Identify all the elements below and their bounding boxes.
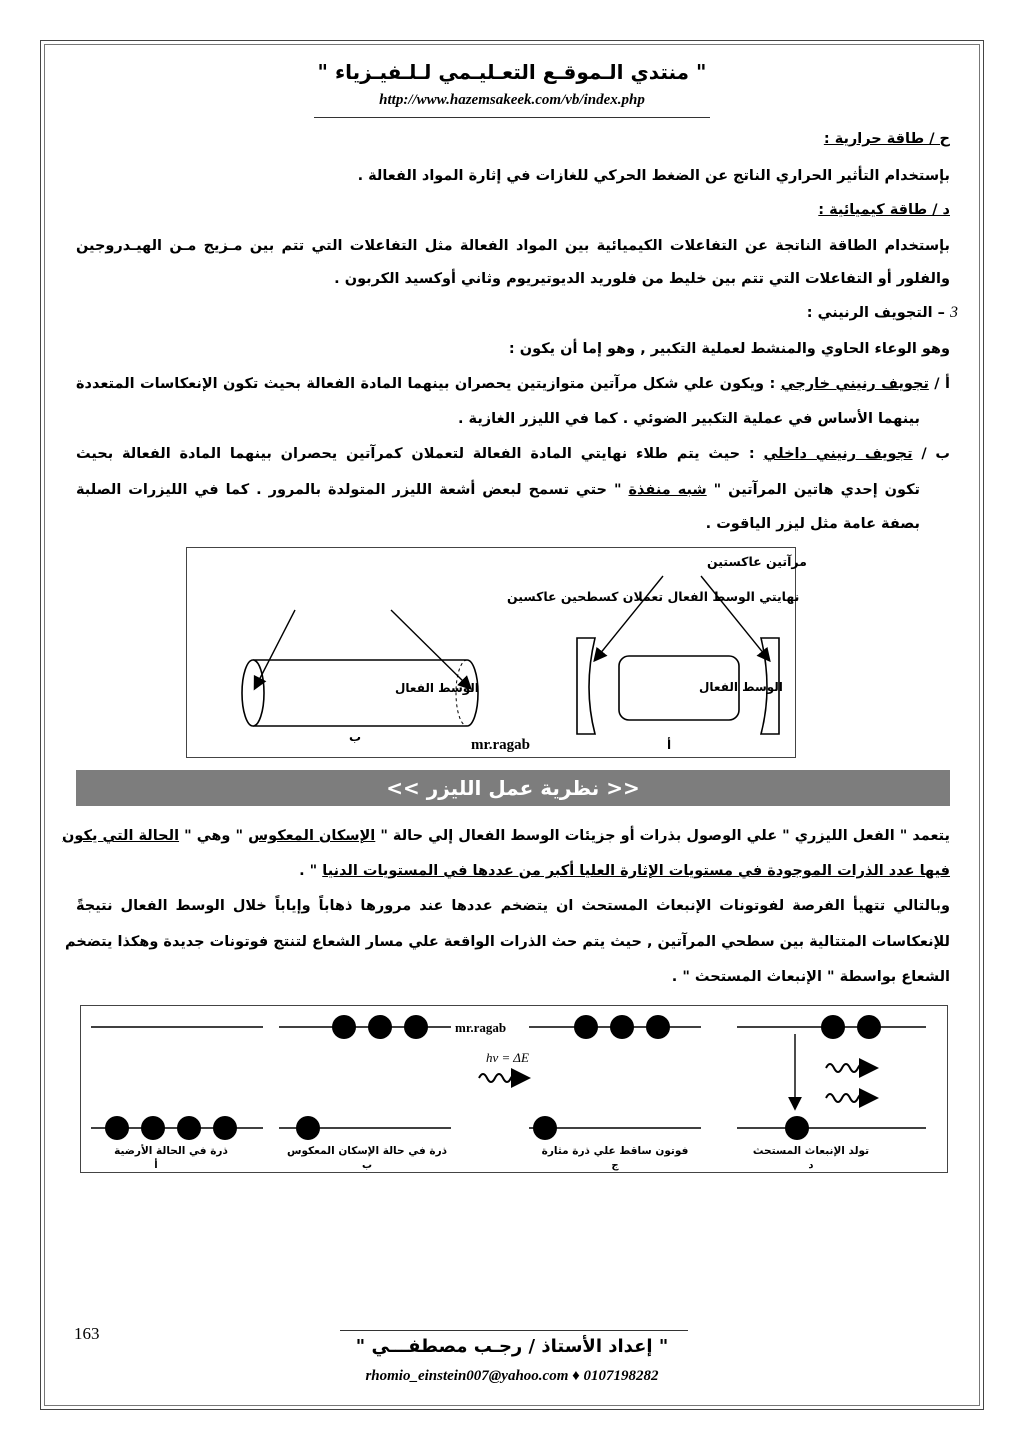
atom <box>105 1116 129 1140</box>
cavity-diagram <box>187 548 807 756</box>
atom <box>296 1116 320 1140</box>
caption-ground-state: ذرة في الحالة الأرضية <box>114 1145 228 1157</box>
theory-2b: " . <box>299 863 323 879</box>
internal-desc-2a: تكون إحدي هاتين المرآتين " <box>706 482 920 498</box>
cavity-intro: وهو الوعاء الحاوي والمنشط لعملية التكبير , وهو إما أن يكون : <box>508 341 950 357</box>
caption-letter-d: د <box>808 1160 814 1171</box>
internal-desc-1: : حيث يتم طلاء نهايتي المادة الفعالة لتعملان كمرآتين يحصران بينهما المادة الفعالة بحيث <box>76 446 764 462</box>
chemical-heading: د / طاقة كيميائية : <box>818 202 950 218</box>
external-cavity-term: تجويف رنيني خارجي <box>780 376 929 392</box>
atom <box>646 1015 670 1039</box>
internal-cavity-line-2 <box>76 480 920 500</box>
incident-photon-wave <box>479 1074 519 1082</box>
internal-prefix: ب / <box>912 446 951 462</box>
theory-1a: يتعمد " الفعل الليزري " علي الوصول بذرات أو جزيئات الوسط الفعال إلي حالة " <box>375 828 950 844</box>
atom <box>177 1116 201 1140</box>
page-number: 163 <box>74 1324 100 1343</box>
atom <box>857 1015 881 1039</box>
label-ends-as-mirrors: نهايتي الوسط الفعال تعملان كسطحين عاكسين <box>507 589 800 604</box>
caption-a: أ <box>666 738 672 752</box>
theory-1-term2: الحالة التي يكون <box>62 828 180 844</box>
medium-label-b: الوسط الفعال <box>395 681 479 695</box>
atom <box>785 1116 809 1140</box>
theory-line-2 <box>299 861 950 881</box>
theory-1b: " وهي " <box>179 828 249 844</box>
author-contact: rhomio_einstein007@yahoo.com ♦ 0107198282 <box>365 1368 659 1384</box>
theory-line-1 <box>62 826 950 846</box>
arrow-left-end <box>255 610 295 688</box>
theory-banner: << نظرية عمل الليزر >> <box>76 770 950 806</box>
chemical-line-1: بإستخدام الطاقة الناتجة عن التفاعلات الكيميائية بين المواد الفعالة مثل التفاعلات التي تتم بين مـزيج مـن الهيـدروجين <box>76 238 950 254</box>
atom <box>574 1015 598 1039</box>
author-credit: " إعداد الأستاذ / رجـب مصطفـــي " <box>355 1336 669 1357</box>
caption-letter-b: ب <box>361 1160 373 1171</box>
cavity-number: 3 <box>950 304 958 321</box>
thermal-text: بإستخدام التأثير الحراري الناتج عن الضغط الحركي للغازات في إثارة المواد الفعالة . <box>357 168 950 184</box>
atom <box>404 1015 428 1039</box>
caption-letter-a: أ <box>154 1160 158 1171</box>
internal-desc-2b: " حتي تسمح لبعض أشعة الليزر المتولدة بالمرور . كما في الليزرات الصلبة <box>76 482 629 498</box>
caption-stimulated-emission: تولد الإنبعاث المستحث <box>752 1145 870 1157</box>
external-prefix: أ / <box>928 376 950 392</box>
semi-transparent-term: شبه منفذة <box>628 482 707 498</box>
forum-url[interactable]: http://www.hazemsakeek.com/vb/index.php <box>379 92 645 108</box>
population-inversion-term: الإسكان المعكوس <box>248 828 376 844</box>
left-mirror <box>577 638 595 734</box>
header-divider <box>314 117 710 118</box>
internal-cavity-line-1 <box>76 444 950 464</box>
external-cavity-line-2: بينهما الأساس في عملية التكبير الضوئي . كما في الليزر الغازية . <box>457 411 920 427</box>
label-reflecting-mirrors: مرآتين عاكستين <box>707 554 807 569</box>
atom <box>332 1015 356 1039</box>
caption-letter-c: ج <box>611 1160 619 1171</box>
theory-2-term: فيها عدد الذرات الموجودة في مستويات الإثارة العليا أكبر من عددها في المستويات الدنيا <box>322 863 950 879</box>
cavity-heading: – التجويف الرنيني : <box>806 305 945 321</box>
external-desc-1: : ويكون علي شكل مرآتين متوازيتين يحصران بينهما المادة الفعالة بحيث تكون الإنعكاسات المتعددة <box>76 376 781 392</box>
atom <box>533 1116 557 1140</box>
atom <box>610 1015 634 1039</box>
cavity-figure <box>186 547 807 758</box>
emitted-photon-1 <box>826 1064 866 1072</box>
cavity-heading-row <box>807 303 958 323</box>
energy-formula: hν = ΔE <box>486 1050 529 1065</box>
caption-b: ب <box>348 730 362 744</box>
stimulated-emission-figure <box>80 1005 948 1173</box>
chemical-line-2: والفلور أو التفاعلات التي تتم بين خليط من فلوريد الديوتيريوم وثاني أوكسيد الكربون . <box>334 271 950 287</box>
thermal-heading: ح / طاقة حرارية : <box>823 131 950 147</box>
arrow-right-end <box>391 610 470 688</box>
footer-divider <box>340 1330 688 1331</box>
figure2-credit: mr.ragab <box>455 1020 507 1035</box>
internal-cavity-term: تجويف رنيني داخلي <box>763 446 913 462</box>
atom <box>141 1116 165 1140</box>
theory-line-4: للإنعكاسات المتتالية بين سطحي المرآتين , حيث يتم حث الذرات الواقعة علي مسار الشعاع لتنتج فوتونات جديدة وهكذا يتضخم <box>65 934 950 950</box>
external-cavity-line-1 <box>76 374 950 394</box>
theory-line-5: الشعاع بواسطة " الإنبعاث المستحث " . <box>671 969 950 985</box>
caption-incident-photon: فوتون ساقط علي ذرة مثارة <box>541 1145 689 1157</box>
atom <box>821 1015 845 1039</box>
emission-diagram <box>81 1006 946 1171</box>
atom <box>368 1015 392 1039</box>
medium-label-a: الوسط الفعال <box>699 680 783 694</box>
atom <box>213 1116 237 1140</box>
forum-title: " منتدي الـموقـع التعـليـمي لـلـفيـزياء " <box>317 60 707 84</box>
figure1-credit: mr.ragab <box>471 737 531 753</box>
internal-cavity-line-3: بصفة عامة مثل ليزر الياقوت . <box>705 516 920 532</box>
caption-inversion: ذرة في حالة الإسكان المعكوس <box>286 1145 448 1157</box>
theory-line-3: وبالتالي تتهيأ الفرصة لفوتونات الإنبعاث المستحث ان يتضخم عددها عند مرورها ذهاباً وإياباً خلال الوسط الفعال نتيجةً <box>76 898 950 914</box>
emitted-photon-2 <box>826 1094 866 1102</box>
